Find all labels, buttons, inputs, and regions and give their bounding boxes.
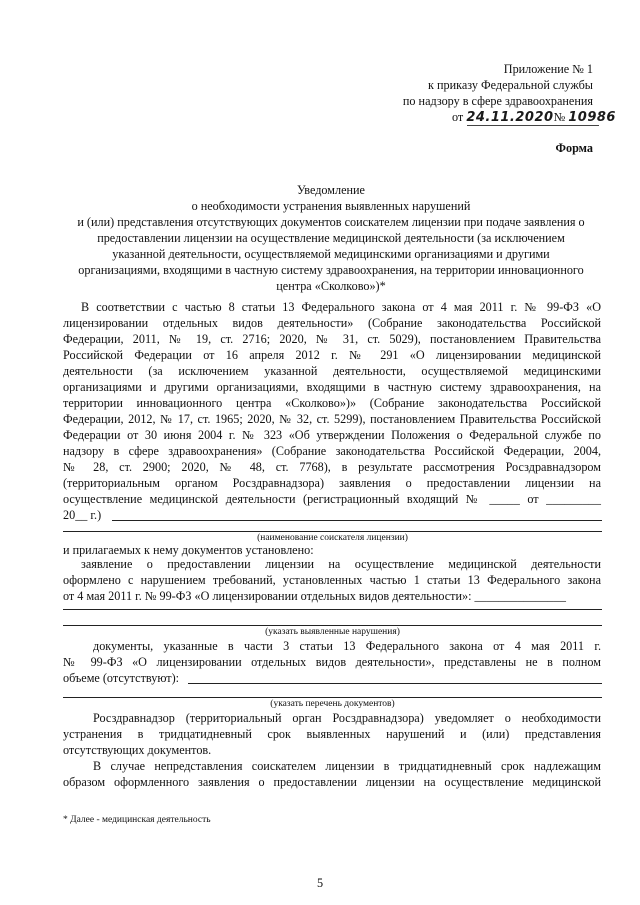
caption-violations: (указать выявленные нарушения) [265,627,400,637]
header-line-1: Приложение № 1 [503,62,593,76]
title-line-6: организациями, входящими в частную систему здравоохранения, на территории инновационного [78,263,584,277]
paragraph-5-line: В случае непредставления соискателем лицензии в тридцатидневный срок надлежащим [93,759,601,773]
paragraph-1-line: Федерации от 30 июня 2004 г. № 323 «Об утверждении Положения о Федеральной службе по [63,428,601,442]
title-line-4: предоставлении лицензии на осуществление медицинской деятельности (за исключением [97,231,565,245]
date-prefix: от [452,110,464,124]
handwritten-date: 24.11.2020 [466,110,554,125]
paragraph-1-line: территории инновационного центра «Сколково»)» (Собрание законодательства Российской [63,396,601,410]
number-prefix: № [553,110,566,124]
title-line-2: о необходимости устранения выявленных нарушений [191,199,471,213]
paragraph-4-line: устранения в тридцатидневный срок выявленных нарушений и (или) представления [63,727,601,741]
handwritten-number: 10986 [568,110,616,125]
paragraph-2-line: заявление о предоставлении лицензии на осуществление медицинской деятельности [81,557,601,571]
paragraph-1-line: Федерации, 2012, № 17, ст. 1965; 2020, № 32, ст. 5299), постановлением Правительства Российской [63,412,601,426]
paragraph-1-line: В соответствии с частью 8 статьи 13 Федерального закона от 4 мая 2011 г. № 99-ФЗ «О [81,300,601,314]
attached-line: и прилагаемых к нему документов установлено: [63,543,314,557]
paragraph-4-line: Росздравнадзор (территориальный орган Росздравнадзора) уведомляет о необходимости [93,711,601,725]
paragraph-2-line: от 4 мая 2011 г. № 99-ФЗ «О лицензировании отдельных видов деятельности»: _______________ [63,589,566,603]
paragraph-4-line: отсутствующих документов. [63,743,212,757]
paragraph-3-line: № 99-ФЗ «О лицензировании отдельных видов деятельности», представлены не в полном [63,655,601,669]
paragraph-1-line: (территориальным органом Росздравнадзора) заявления о предоставлении лицензии на [63,476,601,490]
paragraph-1-line: деятельности (за исключением указанной деятельности, осуществляемой медицинскими [63,364,601,378]
header-line-2: к приказу Федеральной службы [428,78,593,92]
paragraph-3-line: документы, указанные в части 3 статьи 13 Федерального закона от 4 мая 2011 г. [93,639,601,653]
paragraph-1-line: Федерации, 2011, № 19, ст. 2716; 2020, № 31, ст. 5029), постановлением Правительства [63,332,601,346]
title-line-3: и (или) представления отсутствующих документов соискателем лицензии при подаче заявления о [77,215,585,229]
paragraph-1-line: осуществление медицинской деятельности (регистрационный входящий № _____ от _________ [63,492,601,506]
paragraph-1-last: 20__ г.) [63,508,102,522]
paragraph-1-line: Российской Федерации от 16 апреля 2012 г. № 291 «О лицензировании медицинской [63,348,601,362]
title-line-7: центра «Сколково»)* [276,279,386,293]
header-line-3: по надзору в сфере здравоохранения [402,94,593,108]
applicant-blank-line-2 [63,531,602,532]
paragraph-1-line: лицензировании отдельных видов деятельности» (Собрание законодательства Российской [63,316,601,330]
paragraph-1-line: № 28, ст. 2900; 2020, № 48, ст. 7768), в результате рассмотрения Росздравнадзором [63,460,601,474]
form-label: Форма [555,141,593,155]
paragraph-1-line: организациями и другими организациями, входящими в частную систему здравоохранения, на [63,380,601,394]
header-date-row [452,110,616,125]
caption-applicant: (наименование соискателя лицензии) [257,533,408,543]
paragraph-3-line: объеме (отсутствуют): [63,671,180,685]
title-line-5: указанной деятельности, осуществляемой медицинскими организациями и другими [112,247,550,261]
title-line-1: Уведомление [297,183,365,197]
paragraph-2-line: оформлено с нарушением требований, установленных частью 1 статьи 13 Федерального закона [63,573,601,587]
date-underline [467,125,599,126]
page-number: 5 [316,876,324,890]
applicant-blank-line [112,520,602,521]
caption-documents: (указать перечень документов) [270,699,395,709]
footnote: * Далее - медицинская деятельность [63,815,211,825]
violations-blank-line [63,609,602,610]
paragraph-5-line: образом оформленного заявления о предоставлении лицензии на осуществление медицинской [63,775,601,789]
documents-blank-line-2 [63,697,602,698]
documents-blank-line [188,683,602,684]
paragraph-1-line: надзору в сфере здравоохранения» (Собрание законодательства Российской Федерации, 2004, [63,444,601,458]
violations-blank-line-2 [63,625,602,626]
